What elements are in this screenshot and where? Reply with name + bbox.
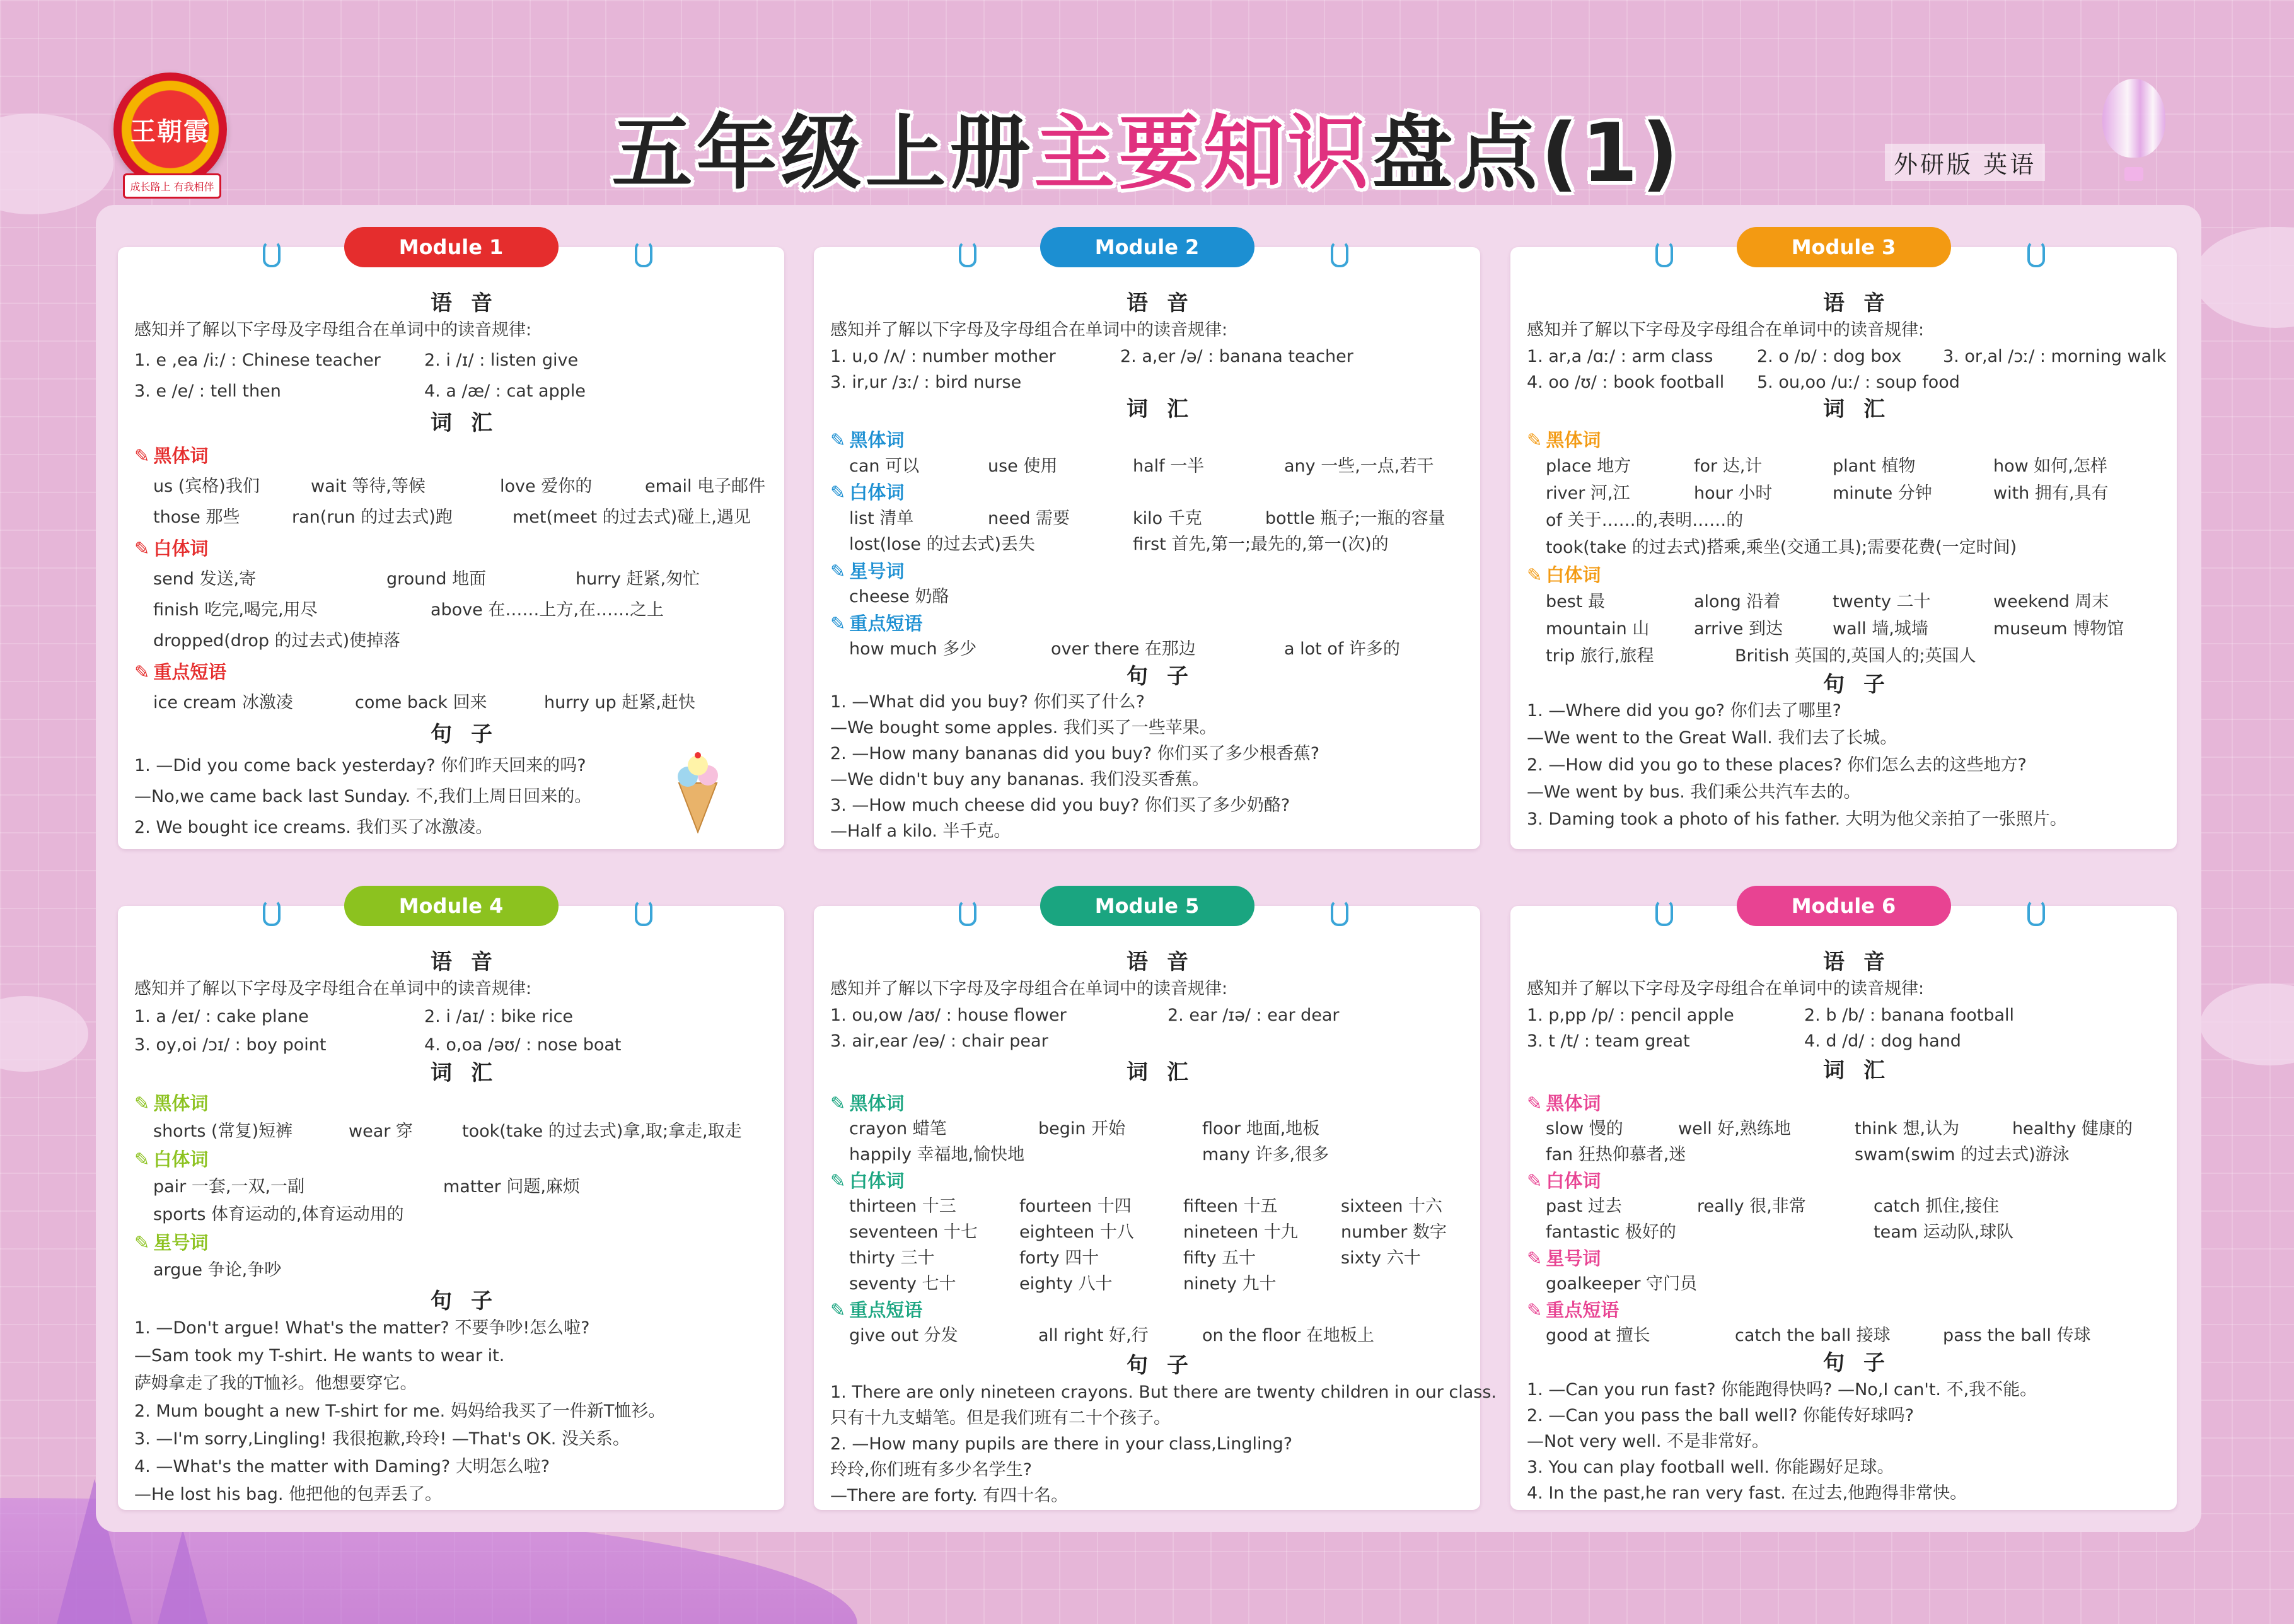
balloon-basket-icon xyxy=(2124,167,2143,181)
text-line: 1. —Did you come back yesterday? 你们昨天回来的吗? xyxy=(134,756,586,775)
text-line: 2. —How many bananas did you buy? 你们买了多少根香蕉? xyxy=(830,744,1320,763)
text-line: wear 穿 xyxy=(349,1122,413,1141)
binder-ring-icon xyxy=(2027,241,2045,267)
text-line: fan 狂热仰慕者,迷 xyxy=(1546,1145,1686,1164)
text-line: —We went by bus. 我们乘公共汽车去的。 xyxy=(1527,782,1861,802)
background-cloud xyxy=(0,996,88,1072)
text-line: forty 四十 xyxy=(1019,1248,1099,1268)
binder-ring-icon xyxy=(263,241,281,267)
category-label: ✎ 白体词 xyxy=(830,1172,904,1190)
text-line: 2. —How did you go to these places? 你们怎么去的这些地方? xyxy=(1527,755,2027,775)
text-line: fifty 五十 xyxy=(1183,1248,1256,1268)
module-card-2 xyxy=(814,235,1480,849)
text-line: fourteen 十四 xyxy=(1019,1197,1132,1216)
text-line: —He lost his bag. 他把他的包弄丢了。 xyxy=(134,1485,443,1504)
binder-ring-icon xyxy=(959,900,976,926)
text-line: took(take 的过去式)拿,取;拿走,取走 xyxy=(462,1122,742,1141)
text-line: kilo 千克 xyxy=(1133,509,1202,528)
text-line: along 沿着 xyxy=(1694,592,1781,612)
text-line: —We went to the Great Wall. 我们去了长城。 xyxy=(1527,728,1897,748)
text-line: 4. d /d/ : dog hand xyxy=(1804,1031,1961,1051)
section-heading: 语音 xyxy=(1823,291,1904,316)
text-line: can 可以 xyxy=(849,456,920,476)
text-line: hour 小时 xyxy=(1694,484,1773,503)
text-line: 感知并了解以下字母及字母组合在单词中的读音规律: xyxy=(830,320,1228,340)
text-line: need 需要 xyxy=(988,509,1070,528)
text-line: best 最 xyxy=(1546,592,1605,612)
text-line: thirty 三十 xyxy=(849,1248,935,1268)
text-line: begin 开始 xyxy=(1038,1119,1126,1139)
text-line: 3. or,al /ɔː/ : morning walk xyxy=(1943,347,2167,366)
text-line: 3. t /t/ : team great xyxy=(1527,1031,1690,1051)
text-line: come back 回来 xyxy=(355,693,487,712)
text-line: thirteen 十三 xyxy=(849,1197,956,1216)
text-line: ground 地面 xyxy=(386,569,487,589)
text-line: with 拥有,具有 xyxy=(1993,484,2109,503)
binder-ring-icon xyxy=(1655,241,1673,267)
text-line: 只有十九支蜡笔。但是我们班有二十个孩子。 xyxy=(830,1408,1171,1428)
section-heading: 语音 xyxy=(431,291,511,316)
text-line: swam(swim 的过去式)游泳 xyxy=(1855,1145,2070,1164)
tree-icon xyxy=(158,1529,208,1624)
text-line: past 过去 xyxy=(1546,1197,1622,1216)
category-label: ✎ 黑体词 xyxy=(830,1094,904,1113)
text-line: send 发送,寄 xyxy=(153,569,257,589)
ice-cream-icon xyxy=(673,751,723,833)
category-label: ✎ 星号词 xyxy=(134,1234,208,1252)
text-line: how much 多少 xyxy=(849,639,977,659)
text-line: cheese 奶酪 xyxy=(849,587,949,606)
text-line: happily 幸福地,愉快地 xyxy=(849,1145,1025,1164)
text-line: good at 擅长 xyxy=(1546,1326,1650,1345)
text-line: think 想,认为 xyxy=(1855,1119,1960,1139)
section-heading: 词汇 xyxy=(1823,1058,1904,1083)
text-line: trip 旅行,旅程 xyxy=(1546,646,1654,666)
section-heading: 词汇 xyxy=(1127,1060,1207,1085)
text-line: place 地方 xyxy=(1546,456,1631,476)
text-line: 玲玲,你们班有多少名学生? xyxy=(830,1460,1032,1480)
category-label: ✎ 重点短语 xyxy=(830,615,922,633)
module-badge: Module 3 xyxy=(1737,227,1951,267)
binder-ring-icon xyxy=(263,900,281,926)
section-heading: 词汇 xyxy=(1823,397,1904,422)
background-cloud xyxy=(2194,227,2294,328)
text-line: 1. —Don't argue! What's the matter? 不要争吵!怎么啦? xyxy=(134,1318,590,1338)
text-line: 3. oy,oi /ɔɪ/ : boy point xyxy=(134,1035,327,1055)
text-line: first 首先,第一;最先的,第一(次)的 xyxy=(1133,535,1389,554)
module-badge: Module 6 xyxy=(1737,886,1951,926)
text-line: floor 地面,地板 xyxy=(1202,1119,1320,1139)
text-line: fifteen 十五 xyxy=(1183,1197,1278,1216)
text-line: email 电子邮件 xyxy=(645,477,766,496)
text-line: lost(lose 的过去式)丢失 xyxy=(849,535,1036,554)
module-badge: Module 1 xyxy=(344,227,559,267)
text-line: matter 问题,麻烦 xyxy=(443,1177,580,1197)
text-line: ninety 九十 xyxy=(1183,1274,1277,1294)
text-line: wait 等待,等候 xyxy=(311,477,426,496)
category-label: ✎ 星号词 xyxy=(1527,1250,1601,1268)
text-line: many 许多,很多 xyxy=(1202,1145,1329,1164)
text-line: goalkeeper 守门员 xyxy=(1546,1274,1698,1294)
text-line: 2. ear /ɪə/ : ear dear xyxy=(1167,1006,1340,1025)
text-line: half 一半 xyxy=(1133,456,1205,476)
title-part1: 五年级上册 xyxy=(611,107,1034,200)
text-line: 1. ou,ow /aʊ/ : house flower xyxy=(830,1006,1067,1025)
text-line: British 英国的,英国人的;英国人 xyxy=(1735,646,1976,666)
binder-ring-icon xyxy=(1331,241,1348,267)
text-line: arrive 到达 xyxy=(1694,619,1783,639)
text-line: really 很,非常 xyxy=(1697,1197,1806,1216)
binder-ring-icon xyxy=(635,900,652,926)
text-line: of 关于……的,表明……的 xyxy=(1546,511,1744,530)
text-line: 1. e ,ea /iː/ : Chinese teacher xyxy=(134,351,381,370)
text-line: 1. —What did you buy? 你们买了什么? xyxy=(830,692,1145,712)
text-line: 4. o,oa /əʊ/ : nose boat xyxy=(424,1035,622,1055)
module-card-3 xyxy=(1510,235,2177,849)
category-label: ✎ 星号词 xyxy=(830,562,904,581)
text-line: bottle 瓶子;一瓶的容量 xyxy=(1265,509,1445,528)
text-line: 2. i /aɪ/ : bike rice xyxy=(424,1007,574,1026)
text-line: number 数字 xyxy=(1341,1222,1447,1242)
text-line: 3. Daming took a photo of his father. 大明为他父亲拍了一张照片。 xyxy=(1527,809,2067,829)
text-line: twenty 二十 xyxy=(1833,592,1931,612)
module-card-4 xyxy=(118,894,784,1510)
text-line: —Half a kilo. 半千克。 xyxy=(830,821,1011,841)
text-line: 3. e /e/ : tell then xyxy=(134,381,281,401)
section-heading: 语音 xyxy=(1127,949,1207,975)
text-line: finish 吃完,喝完,用尽 xyxy=(153,600,318,620)
text-line: mountain 山 xyxy=(1546,619,1650,639)
module-card-1 xyxy=(118,235,784,849)
text-line: eighteen 十八 xyxy=(1019,1222,1134,1242)
text-line: 2. o /ɒ/ : dog box xyxy=(1757,347,1902,366)
binder-ring-icon xyxy=(959,241,976,267)
brand-logo-text: 王朝霞 xyxy=(130,116,210,146)
text-line: above 在……上方,在……之上 xyxy=(431,600,664,620)
text-line: 4. In the past,he ran very fast. 在过去,他跑得非常快。 xyxy=(1527,1483,1967,1503)
module-badge: Module 5 xyxy=(1040,886,1254,926)
text-line: 感知并了解以下字母及字母组合在单词中的读音规律: xyxy=(134,979,532,999)
text-line: 3. —How much cheese did you buy? 你们买了多少奶酪? xyxy=(830,796,1290,815)
text-line: pass the ball 传球 xyxy=(1943,1326,2091,1345)
title-part3: 盘点(1) xyxy=(1372,107,1683,200)
text-line: all right 好,行 xyxy=(1038,1326,1149,1345)
text-line: 感知并了解以下字母及字母组合在单词中的读音规律: xyxy=(1527,320,1925,340)
text-line: wall 墙,城墙 xyxy=(1833,619,1928,639)
text-line: 1. u,o /ʌ/ : number mother xyxy=(830,347,1056,366)
module-card-6 xyxy=(1510,894,2177,1510)
section-heading: 词汇 xyxy=(431,410,511,436)
text-line: ran(run 的过去式)跑 xyxy=(292,508,453,527)
text-line: 3. You can play football well. 你能踢好足球。 xyxy=(1527,1458,1894,1477)
section-heading: 语音 xyxy=(431,949,511,975)
text-line: use 使用 xyxy=(988,456,1058,476)
text-line: crayon 蜡笔 xyxy=(849,1119,947,1139)
text-line: took(take 的过去式)搭乘,乘坐(交通工具);需要花费(一定时间) xyxy=(1546,538,2017,557)
text-line: 2. —Can you pass the ball well? 你能传好球吗? xyxy=(1527,1406,1915,1425)
text-line: 感知并了解以下字母及字母组合在单词中的读音规律: xyxy=(830,979,1228,999)
section-heading: 语音 xyxy=(1823,949,1904,975)
module-badge: Module 4 xyxy=(344,886,559,926)
section-heading: 句子 xyxy=(1823,672,1904,697)
text-line: 3. ir,ur /ɜː/ : bird nurse xyxy=(830,373,1022,392)
text-line: on the floor 在地板上 xyxy=(1202,1326,1374,1345)
category-label: ✎ 白体词 xyxy=(830,484,904,502)
text-line: 2. We bought ice creams. 我们买了冰激凌。 xyxy=(134,818,493,837)
text-line: slow 慢的 xyxy=(1546,1119,1623,1139)
category-label: ✎ 黑体词 xyxy=(1527,431,1601,450)
text-line: 2. b /b/ : banana football xyxy=(1804,1006,2015,1025)
binder-ring-icon xyxy=(1655,900,1673,926)
text-line: hurry 赶紧,匆忙 xyxy=(576,569,700,589)
section-heading: 句子 xyxy=(1127,664,1207,689)
text-line: fantastic 极好的 xyxy=(1546,1222,1676,1242)
text-line: plant 植物 xyxy=(1833,456,1916,476)
text-line: give out 分发 xyxy=(849,1326,958,1345)
background-cloud xyxy=(2200,983,2294,1065)
text-line: 感知并了解以下字母及字母组合在单词中的读音规律: xyxy=(1527,979,1925,999)
text-line: 1. a /eɪ/ : cake plane xyxy=(134,1007,309,1026)
text-line: —Not very well. 不是非常好。 xyxy=(1527,1432,1769,1451)
text-line: love 爱你的 xyxy=(500,477,593,496)
text-line: those 那些 xyxy=(153,508,240,527)
text-line: argue 争论,争吵 xyxy=(153,1260,282,1280)
text-line: sixteen 十六 xyxy=(1341,1197,1443,1216)
text-line: —We bought some apples. 我们买了一些苹果。 xyxy=(830,718,1217,738)
text-line: minute 分钟 xyxy=(1833,484,1932,503)
title-highlight: 主要知识 xyxy=(1034,107,1372,200)
text-line: met(meet 的过去式)碰上,遇见 xyxy=(513,508,751,527)
section-heading: 语音 xyxy=(1127,291,1207,316)
text-line: —No,we came back last Sunday. 不,我们上周日回来的。 xyxy=(134,787,592,806)
text-line: 3. air,ear /eə/ : chair pear xyxy=(830,1031,1048,1051)
hot-air-balloon-icon xyxy=(2102,79,2165,158)
text-line: over there 在那边 xyxy=(1051,639,1196,659)
text-line: team 运动队,球队 xyxy=(1874,1222,2014,1242)
text-line: healthy 健康的 xyxy=(2012,1119,2133,1139)
category-label: ✎ 重点短语 xyxy=(1527,1301,1619,1320)
section-heading: 词汇 xyxy=(1127,397,1207,422)
category-label: ✎ 白体词 xyxy=(134,1151,208,1169)
text-line: list 清单 xyxy=(849,509,914,528)
text-line: 感知并了解以下字母及字母组合在单词中的读音规律: xyxy=(134,320,532,340)
text-line: 4. —What's the matter with Daming? 大明怎么啦? xyxy=(134,1457,550,1476)
category-label: ✎ 白体词 xyxy=(1527,566,1601,584)
section-heading: 词汇 xyxy=(431,1060,511,1086)
text-line: dropped(drop 的过去式)使掉落 xyxy=(153,631,401,651)
binder-ring-icon xyxy=(2027,900,2045,926)
text-line: —Sam took my T-shirt. He wants to wear it. xyxy=(134,1346,505,1366)
text-line: catch the ball 接球 xyxy=(1735,1326,1891,1345)
text-line: catch 抓住,接住 xyxy=(1874,1197,2000,1216)
section-heading: 句子 xyxy=(431,1289,511,1314)
text-line: any 一些,一点,若干 xyxy=(1284,456,1434,476)
text-line: 4. a /æ/ : cat apple xyxy=(424,381,586,401)
text-line: 萨姆拿走了我的T恤衫。他想要穿它。 xyxy=(134,1374,417,1393)
category-label: ✎ 白体词 xyxy=(1527,1172,1601,1190)
module-card-5 xyxy=(814,894,1497,1510)
text-line: seventy 七十 xyxy=(849,1274,956,1294)
category-label: ✎ 黑体词 xyxy=(830,431,904,450)
text-line: sixty 六十 xyxy=(1341,1248,1421,1268)
text-line: weekend 周末 xyxy=(1993,592,2109,612)
text-line: 1. ar,a /ɑː/ : arm class xyxy=(1527,347,1713,366)
text-line: museum 博物馆 xyxy=(1993,619,2124,639)
category-label: ✎ 黑体词 xyxy=(1527,1094,1601,1113)
category-label: ✎ 白体词 xyxy=(134,540,208,558)
text-line: 2. i /ɪ/ : listen give xyxy=(424,351,579,370)
section-heading: 句子 xyxy=(1127,1353,1207,1378)
text-line: shorts (常复)短裤 xyxy=(153,1122,293,1141)
text-line: 1. p,pp /p/ : pencil apple xyxy=(1527,1006,1734,1025)
text-line: —There are forty. 有四十名。 xyxy=(830,1486,1069,1505)
text-line: 4. oo /ʊ/ : book football xyxy=(1527,373,1725,392)
text-line: for 达,计 xyxy=(1694,456,1763,476)
category-label: ✎ 黑体词 xyxy=(134,1094,208,1113)
category-label: ✎ 黑体词 xyxy=(134,447,208,465)
text-line: hurry up 赶紧,赶快 xyxy=(544,693,695,712)
text-line: us (宾格)我们 xyxy=(153,477,260,496)
text-line: river 河,江 xyxy=(1546,484,1630,503)
binder-ring-icon xyxy=(1331,900,1348,926)
text-line: 2. a,er /ə/ : banana teacher xyxy=(1120,347,1353,366)
section-heading: 句子 xyxy=(1823,1350,1904,1376)
text-line: ice cream 冰激凌 xyxy=(153,693,293,712)
text-line: eighty 八十 xyxy=(1019,1274,1113,1294)
text-line: sports 体育运动的,体育运动用的 xyxy=(153,1205,404,1224)
text-line: 1. —Where did you go? 你们去了哪里? xyxy=(1527,701,1841,721)
brand-logo-banner: 成长路上 有我相伴 xyxy=(123,173,221,199)
text-line: 2. —How many pupils are there in your class,Lingling? xyxy=(830,1434,1293,1454)
binder-ring-icon xyxy=(635,241,652,267)
text-line: 3. —I'm sorry,Lingling! 我很抱歉,玲玲! —That's OK. 没关系。 xyxy=(134,1429,630,1449)
module-badge: Module 2 xyxy=(1040,227,1254,267)
text-line: —We didn't buy any bananas. 我们没买香蕉。 xyxy=(830,770,1210,789)
text-line: seventeen 十七 xyxy=(849,1222,978,1242)
text-line: 1. There are only nineteen crayons. But there are twenty children in our class. xyxy=(830,1383,1497,1402)
text-line: how 如何,怎样 xyxy=(1993,456,2107,476)
category-label: ✎ 重点短语 xyxy=(134,663,226,682)
text-line: 5. ou,oo /uː/ : soup food xyxy=(1757,373,1960,392)
section-heading: 句子 xyxy=(431,722,511,747)
text-line: pair 一套,一双,一副 xyxy=(153,1177,305,1197)
text-line: nineteen 十九 xyxy=(1183,1222,1298,1242)
edition-label: 外研版 英语 xyxy=(1885,144,2045,181)
text-line: a lot of 许多的 xyxy=(1284,639,1400,659)
text-line: well 好,熟练地 xyxy=(1678,1119,1791,1139)
text-line: 1. —Can you run fast? 你能跑得快吗? —No,I can't. 不,我不能。 xyxy=(1527,1380,2037,1400)
text-line: 2. Mum bought a new T-shirt for me. 妈妈给我买了一件新T恤衫。 xyxy=(134,1401,666,1421)
category-label: ✎ 重点短语 xyxy=(830,1301,922,1320)
